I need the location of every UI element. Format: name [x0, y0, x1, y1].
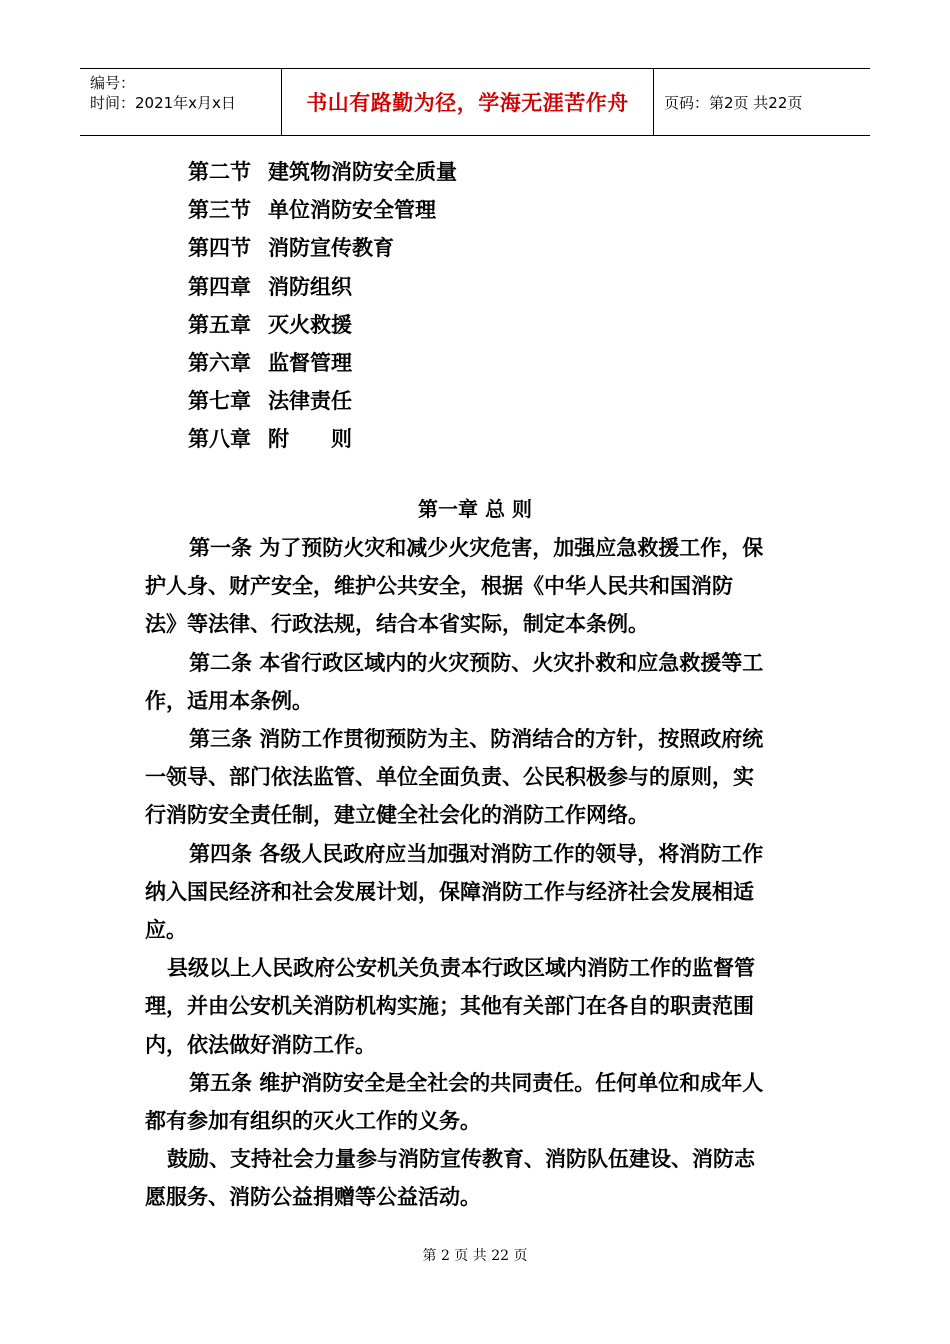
text-line: 行消防安全责任制，建立健全社会化的消防工作网络。 — [145, 803, 649, 828]
text-line: 理，并由公安机关消防机构实施；其他有关部门在各自的职责范围 — [145, 994, 754, 1019]
toc-number: 第二节 — [188, 160, 251, 184]
toc-title: 灭火救援 — [268, 312, 352, 337]
toc-title: 建筑物消防安全质量 — [268, 160, 457, 184]
toc-title: 法律责任 — [268, 389, 352, 414]
toc-title: 消防宣传教育 — [268, 236, 394, 261]
toc-title: 附 则 — [268, 427, 352, 452]
toc-item — [188, 229, 457, 267]
text-line: 第三条 消防工作贯彻预防为主、防消结合的方针，按照政府统 — [189, 727, 764, 752]
text-line: 鼓励、支持社会力量参与消防宣传教育、消防队伍建设、消防志 — [167, 1147, 755, 1172]
text-line: 第一条 为了预防火灾和减少火灾危害，加强应急救援工作，保 — [189, 536, 764, 560]
toc-item — [188, 268, 457, 306]
body-text — [145, 529, 805, 1217]
toc-number: 第四章 — [188, 274, 251, 299]
toc-item — [188, 191, 457, 229]
text-line: 一领导、部门依法监管、单位全面负责、公民积极参与的原则，实 — [145, 765, 754, 790]
toc-number: 第五章 — [188, 312, 251, 337]
text-line: 内，依法做好消防工作。 — [145, 1032, 376, 1057]
toc-item — [188, 382, 457, 420]
toc-number: 第六章 — [188, 350, 251, 375]
chapter-title: 第一章 总 则 — [418, 497, 532, 521]
toc-item — [188, 420, 457, 458]
toc-number: 第四节 — [188, 236, 251, 261]
header-meta — [80, 69, 281, 135]
header-motto: 书山有路勤为径，学海无涯苦作舟 — [281, 69, 654, 135]
toc-number: 第七章 — [188, 389, 251, 414]
text-line: 纳入国民经济和社会发展计划，保障消防工作与经济社会发展相适 — [145, 879, 754, 904]
text-line: 第四条 各级人民政府应当加强对消防工作的领导，将消防工作 — [189, 841, 764, 866]
header-table — [80, 68, 870, 136]
text-line: 护人身、财产安全，维护公共安全，根据《中华人民共和国消防 — [145, 574, 733, 599]
time-label: 时间：2021年x月x日 — [90, 94, 236, 112]
toc-title: 消防组织 — [268, 274, 352, 299]
text-line: 第五条 维护消防安全是全社会的共同责任。任何单位和成年人 — [189, 1070, 764, 1095]
toc-item — [188, 344, 457, 382]
text-line: 第二条 本省行政区域内的火灾预防、火灾扑救和应急救援等工 — [189, 650, 764, 675]
toc-number: 第三节 — [188, 198, 251, 223]
number-label: 编号： — [90, 74, 136, 92]
text-line: 作，适用本条例。 — [145, 688, 313, 713]
text-line: 都有参加有组织的灭火工作的义务。 — [145, 1109, 481, 1134]
text-line: 县级以上人民政府公安机关负责本行政区域内消防工作的监督管 — [167, 956, 755, 981]
text-line: 应。 — [145, 918, 187, 943]
text-line: 愿服务、消防公益捐赠等公益活动。 — [145, 1185, 481, 1210]
page-footer: 第 2 页 共 22 页 — [422, 1248, 528, 1264]
toc-number: 第八章 — [188, 427, 251, 452]
text-line: 法》等法律、行政法规，结合本省实际，制定本条例。 — [145, 612, 649, 637]
toc-title: 监督管理 — [268, 350, 352, 375]
toc-title: 单位消防安全管理 — [268, 198, 436, 223]
table-of-contents — [188, 153, 457, 459]
header-page-info: 页码：第2页 共22页 — [664, 93, 803, 112]
toc-item — [188, 306, 457, 344]
toc-item — [188, 153, 457, 191]
